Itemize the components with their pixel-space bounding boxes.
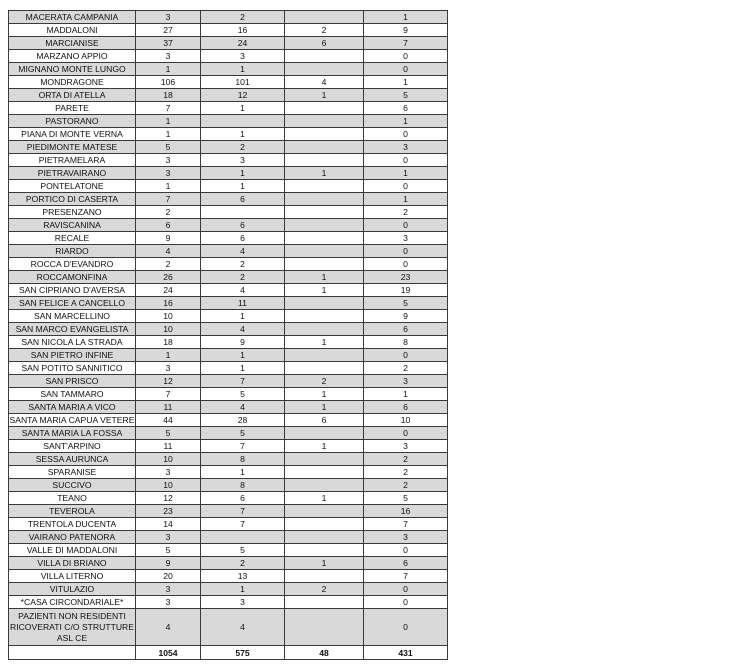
value-cell-3: [285, 362, 364, 375]
value-cell-2: 24: [201, 37, 285, 50]
value-cell-1: 9: [136, 232, 201, 245]
municipality-cell: VITULAZIO: [9, 583, 136, 596]
total-cell-1: 1054: [136, 646, 201, 660]
value-cell-4: 5: [364, 297, 448, 310]
value-cell-3: [285, 544, 364, 557]
value-cell-3: [285, 245, 364, 258]
value-cell-3: [285, 570, 364, 583]
municipality-cell: SAN FELICE A CANCELLO: [9, 297, 136, 310]
table-row: [9, 50, 448, 63]
municipality-cell: MACERATA CAMPANIA: [9, 11, 136, 24]
value-cell-4: 0: [364, 609, 448, 646]
value-cell-4: 8: [364, 336, 448, 349]
value-cell-2: 3: [201, 154, 285, 167]
value-cell-2: 101: [201, 76, 285, 89]
value-cell-2: 4: [201, 401, 285, 414]
value-cell-4: 0: [364, 544, 448, 557]
value-cell-1: 20: [136, 570, 201, 583]
municipality-cell: SAN PIETRO INFINE: [9, 349, 136, 362]
table-body: [9, 11, 448, 660]
table-row: [9, 349, 448, 362]
value-cell-1: 11: [136, 440, 201, 453]
value-cell-2: 4: [201, 245, 285, 258]
value-cell-1: 10: [136, 323, 201, 336]
value-cell-4: 5: [364, 89, 448, 102]
municipality-cell: *CASA CIRCONDARIALE*: [9, 596, 136, 609]
value-cell-2: 5: [201, 388, 285, 401]
value-cell-1: 9: [136, 557, 201, 570]
value-cell-1: 3: [136, 167, 201, 180]
value-cell-3: 1: [285, 336, 364, 349]
value-cell-3: [285, 323, 364, 336]
municipality-cell: SPARANISE: [9, 466, 136, 479]
table-row: [9, 492, 448, 505]
value-cell-4: 19: [364, 284, 448, 297]
municipality-cell: MARZANO APPIO: [9, 50, 136, 63]
value-cell-1: 4: [136, 609, 201, 646]
value-cell-3: [285, 531, 364, 544]
value-cell-2: 7: [201, 440, 285, 453]
value-cell-3: 1: [285, 388, 364, 401]
value-cell-4: 0: [364, 219, 448, 232]
value-cell-1: 3: [136, 11, 201, 24]
table-row: [9, 245, 448, 258]
table-row: [9, 505, 448, 518]
value-cell-2: 2: [201, 557, 285, 570]
value-cell-4: 6: [364, 323, 448, 336]
municipality-cell: PONTELATONE: [9, 180, 136, 193]
total-cell-4: 431: [364, 646, 448, 660]
value-cell-2: 6: [201, 219, 285, 232]
value-cell-3: 6: [285, 37, 364, 50]
value-cell-4: 3: [364, 232, 448, 245]
value-cell-1: 44: [136, 414, 201, 427]
value-cell-1: 1: [136, 63, 201, 76]
value-cell-1: 16: [136, 297, 201, 310]
table-row: [9, 141, 448, 154]
table-row: [9, 336, 448, 349]
municipality-cell: ORTA DI ATELLA: [9, 89, 136, 102]
municipality-cell: ROCCA D'EVANDRO: [9, 258, 136, 271]
value-cell-1: 7: [136, 102, 201, 115]
table-row: [9, 24, 448, 37]
value-cell-2: 3: [201, 50, 285, 63]
value-cell-1: 1: [136, 349, 201, 362]
value-cell-4: 6: [364, 102, 448, 115]
value-cell-4: 9: [364, 24, 448, 37]
table-row: [9, 583, 448, 596]
value-cell-1: 2: [136, 258, 201, 271]
table-row: [9, 180, 448, 193]
municipality-cell: MONDRAGONE: [9, 76, 136, 89]
value-cell-3: 2: [285, 375, 364, 388]
municipality-cell: SAN POTITO SANNITICO: [9, 362, 136, 375]
value-cell-3: [285, 102, 364, 115]
value-cell-3: [285, 128, 364, 141]
value-cell-4: 6: [364, 557, 448, 570]
value-cell-1: 3: [136, 50, 201, 63]
value-cell-4: 9: [364, 310, 448, 323]
value-cell-3: 2: [285, 583, 364, 596]
value-cell-3: [285, 115, 364, 128]
table-row: [9, 284, 448, 297]
value-cell-2: 6: [201, 193, 285, 206]
value-cell-4: 10: [364, 414, 448, 427]
table-row: [9, 401, 448, 414]
municipality-cell: SAN MARCO EVANGELISTA: [9, 323, 136, 336]
value-cell-2: 13: [201, 570, 285, 583]
municipality-cell: SANT'ARPINO: [9, 440, 136, 453]
municipality-cell: PIEDIMONTE MATESE: [9, 141, 136, 154]
value-cell-3: [285, 219, 364, 232]
municipality-cell: TEANO: [9, 492, 136, 505]
value-cell-4: 5: [364, 492, 448, 505]
value-cell-4: 1: [364, 388, 448, 401]
value-cell-2: 8: [201, 453, 285, 466]
value-cell-1: 11: [136, 401, 201, 414]
table-row: [9, 388, 448, 401]
table-row: [9, 89, 448, 102]
value-cell-1: 3: [136, 531, 201, 544]
value-cell-3: 1: [285, 492, 364, 505]
value-cell-4: 7: [364, 570, 448, 583]
municipality-cell: PRESENZANO: [9, 206, 136, 219]
value-cell-2: 12: [201, 89, 285, 102]
value-cell-1: 26: [136, 271, 201, 284]
value-cell-4: 2: [364, 206, 448, 219]
value-cell-4: 0: [364, 180, 448, 193]
value-cell-3: [285, 518, 364, 531]
value-cell-2: 16: [201, 24, 285, 37]
value-cell-2: 28: [201, 414, 285, 427]
value-cell-4: 0: [364, 50, 448, 63]
table-row: [9, 362, 448, 375]
value-cell-3: [285, 479, 364, 492]
value-cell-2: 1: [201, 362, 285, 375]
value-cell-1: 14: [136, 518, 201, 531]
value-cell-1: 5: [136, 544, 201, 557]
municipality-cell: SAN NICOLA LA STRADA: [9, 336, 136, 349]
value-cell-1: 12: [136, 375, 201, 388]
value-cell-3: 1: [285, 167, 364, 180]
value-cell-1: 4: [136, 245, 201, 258]
value-cell-4: 0: [364, 245, 448, 258]
value-cell-4: 3: [364, 440, 448, 453]
municipality-cell: RECALE: [9, 232, 136, 245]
value-cell-1: 10: [136, 310, 201, 323]
table-row: [9, 154, 448, 167]
value-cell-3: [285, 193, 364, 206]
municipality-cell: TRENTOLA DUCENTA: [9, 518, 136, 531]
value-cell-4: 7: [364, 518, 448, 531]
table-row: [9, 518, 448, 531]
value-cell-3: 1: [285, 557, 364, 570]
value-cell-3: 1: [285, 284, 364, 297]
value-cell-1: 7: [136, 388, 201, 401]
value-cell-1: 3: [136, 583, 201, 596]
municipality-cell: SESSA AURUNCA: [9, 453, 136, 466]
value-cell-1: 5: [136, 427, 201, 440]
table-row: [9, 414, 448, 427]
value-cell-3: 1: [285, 89, 364, 102]
municipality-cell: PAZIENTI NON RESIDENTI RICOVERATI C/O STRUTTURE ASL CE: [9, 609, 136, 646]
value-cell-2: 1: [201, 583, 285, 596]
value-cell-1: 3: [136, 466, 201, 479]
table-row: [9, 544, 448, 557]
value-cell-2: [201, 531, 285, 544]
municipality-cell: TEVEROLA: [9, 505, 136, 518]
value-cell-4: 0: [364, 128, 448, 141]
table-row: [9, 167, 448, 180]
value-cell-4: 23: [364, 271, 448, 284]
value-cell-4: 0: [364, 63, 448, 76]
value-cell-3: [285, 609, 364, 646]
value-cell-4: 0: [364, 583, 448, 596]
value-cell-1: 3: [136, 596, 201, 609]
value-cell-2: 1: [201, 102, 285, 115]
value-cell-2: 11: [201, 297, 285, 310]
value-cell-2: 5: [201, 427, 285, 440]
value-cell-3: [285, 232, 364, 245]
table-row: [9, 609, 448, 646]
value-cell-2: 7: [201, 505, 285, 518]
value-cell-2: 2: [201, 141, 285, 154]
municipality-cell: MIGNANO MONTE LUNGO: [9, 63, 136, 76]
value-cell-3: 2: [285, 24, 364, 37]
municipality-cell: MARCIANISE: [9, 37, 136, 50]
value-cell-4: 1: [364, 11, 448, 24]
municipality-cell: MADDALONI: [9, 24, 136, 37]
value-cell-2: 9: [201, 336, 285, 349]
value-cell-4: 6: [364, 401, 448, 414]
value-cell-2: 2: [201, 258, 285, 271]
value-cell-4: 3: [364, 141, 448, 154]
value-cell-4: 2: [364, 453, 448, 466]
municipality-cell: SANTA MARIA LA FOSSA: [9, 427, 136, 440]
municipality-cell: ROCCAMONFINA: [9, 271, 136, 284]
value-cell-1: 6: [136, 219, 201, 232]
value-cell-2: 5: [201, 544, 285, 557]
value-cell-2: 4: [201, 609, 285, 646]
value-cell-3: [285, 154, 364, 167]
value-cell-3: [285, 258, 364, 271]
municipality-cell: RAVISCANINA: [9, 219, 136, 232]
municipality-cell: PARETE: [9, 102, 136, 115]
value-cell-3: [285, 349, 364, 362]
value-cell-4: 1: [364, 193, 448, 206]
value-cell-2: 6: [201, 492, 285, 505]
value-cell-4: 0: [364, 154, 448, 167]
municipality-cell: SAN CIPRIANO D'AVERSA: [9, 284, 136, 297]
table-row: [9, 115, 448, 128]
value-cell-2: 4: [201, 284, 285, 297]
value-cell-2: 2: [201, 271, 285, 284]
value-cell-3: [285, 453, 364, 466]
value-cell-3: [285, 141, 364, 154]
value-cell-2: 1: [201, 180, 285, 193]
table-row: [9, 37, 448, 50]
table-row: [9, 206, 448, 219]
municipality-cell: VAIRANO PATENORA: [9, 531, 136, 544]
value-cell-3: [285, 206, 364, 219]
municipality-cell: PIETRAMELARA: [9, 154, 136, 167]
value-cell-4: 16: [364, 505, 448, 518]
value-cell-1: 3: [136, 362, 201, 375]
value-cell-1: 18: [136, 89, 201, 102]
value-cell-1: 2: [136, 206, 201, 219]
value-cell-1: 10: [136, 479, 201, 492]
value-cell-1: 10: [136, 453, 201, 466]
value-cell-1: 1: [136, 115, 201, 128]
value-cell-1: 7: [136, 193, 201, 206]
value-cell-2: 7: [201, 518, 285, 531]
table-row: [9, 219, 448, 232]
value-cell-4: 7: [364, 37, 448, 50]
value-cell-4: 1: [364, 76, 448, 89]
value-cell-4: 1: [364, 167, 448, 180]
table-row: [9, 310, 448, 323]
value-cell-3: 1: [285, 271, 364, 284]
value-cell-3: [285, 11, 364, 24]
value-cell-2: 7: [201, 375, 285, 388]
value-cell-2: 1: [201, 63, 285, 76]
value-cell-4: 0: [364, 349, 448, 362]
table-row: [9, 440, 448, 453]
table-row: [9, 232, 448, 245]
table-row: [9, 453, 448, 466]
table-row: [9, 531, 448, 544]
table-row: [9, 102, 448, 115]
value-cell-1: 1: [136, 180, 201, 193]
totals-row: [9, 646, 448, 660]
table-row: [9, 193, 448, 206]
table-row: [9, 557, 448, 570]
value-cell-3: [285, 596, 364, 609]
value-cell-4: 2: [364, 479, 448, 492]
value-cell-3: 4: [285, 76, 364, 89]
value-cell-3: 6: [285, 414, 364, 427]
value-cell-2: 8: [201, 479, 285, 492]
value-cell-3: 1: [285, 401, 364, 414]
value-cell-3: [285, 297, 364, 310]
total-cell-3: 48: [285, 646, 364, 660]
municipality-cell: SAN TAMMARO: [9, 388, 136, 401]
value-cell-2: 1: [201, 349, 285, 362]
value-cell-4: 2: [364, 362, 448, 375]
value-cell-2: 1: [201, 167, 285, 180]
municipality-cell: PIANA DI MONTE VERNA: [9, 128, 136, 141]
value-cell-1: 1: [136, 128, 201, 141]
table-row: [9, 479, 448, 492]
value-cell-4: 3: [364, 531, 448, 544]
table-row: [9, 11, 448, 24]
municipality-cell: RIARDO: [9, 245, 136, 258]
municipality-cell: PIETRAVAIRANO: [9, 167, 136, 180]
table-row: [9, 570, 448, 583]
value-cell-4: 3: [364, 375, 448, 388]
value-cell-3: [285, 63, 364, 76]
value-cell-1: 18: [136, 336, 201, 349]
value-cell-2: [201, 206, 285, 219]
table-row: [9, 258, 448, 271]
table-row: [9, 297, 448, 310]
value-cell-3: [285, 505, 364, 518]
value-cell-2: [201, 115, 285, 128]
value-cell-1: 37: [136, 37, 201, 50]
municipality-cell: SUCCIVO: [9, 479, 136, 492]
table-row: [9, 271, 448, 284]
value-cell-1: 24: [136, 284, 201, 297]
value-cell-1: 23: [136, 505, 201, 518]
value-cell-3: [285, 180, 364, 193]
value-cell-2: 1: [201, 310, 285, 323]
value-cell-3: [285, 427, 364, 440]
municipality-cell: PASTORANO: [9, 115, 136, 128]
value-cell-1: 5: [136, 141, 201, 154]
table-row: [9, 76, 448, 89]
value-cell-1: 27: [136, 24, 201, 37]
municipality-cell: VILLA LITERNO: [9, 570, 136, 583]
table-row: [9, 128, 448, 141]
data-table: [8, 10, 448, 660]
municipality-cell: PORTICO DI CASERTA: [9, 193, 136, 206]
municipality-cell: SAN PRISCO: [9, 375, 136, 388]
value-cell-2: 2: [201, 11, 285, 24]
value-cell-2: 1: [201, 128, 285, 141]
value-cell-4: 1: [364, 115, 448, 128]
value-cell-3: [285, 466, 364, 479]
value-cell-3: 1: [285, 440, 364, 453]
value-cell-4: 0: [364, 427, 448, 440]
value-cell-4: 2: [364, 466, 448, 479]
table-row: [9, 427, 448, 440]
value-cell-1: 106: [136, 76, 201, 89]
value-cell-2: 3: [201, 596, 285, 609]
value-cell-1: 3: [136, 154, 201, 167]
table-row: [9, 375, 448, 388]
value-cell-4: 0: [364, 258, 448, 271]
value-cell-3: [285, 310, 364, 323]
value-cell-2: 1: [201, 466, 285, 479]
table-row: [9, 596, 448, 609]
municipality-cell: SANTA MARIA A VICO: [9, 401, 136, 414]
table-row: [9, 63, 448, 76]
municipality-cell: SAN MARCELLINO: [9, 310, 136, 323]
total-cell-2: 575: [201, 646, 285, 660]
municipality-cell: SANTA MARIA CAPUA VETERE: [9, 415, 135, 425]
totals-label-cell: [9, 646, 136, 660]
value-cell-2: 4: [201, 323, 285, 336]
value-cell-2: 6: [201, 232, 285, 245]
document-page: [8, 10, 448, 660]
table-row: [9, 323, 448, 336]
municipality-cell: VILLA DI BRIANO: [9, 557, 136, 570]
table-row: [9, 466, 448, 479]
value-cell-4: 0: [364, 596, 448, 609]
value-cell-1: 12: [136, 492, 201, 505]
value-cell-3: [285, 50, 364, 63]
municipality-cell: VALLE DI MADDALONI: [9, 544, 136, 557]
